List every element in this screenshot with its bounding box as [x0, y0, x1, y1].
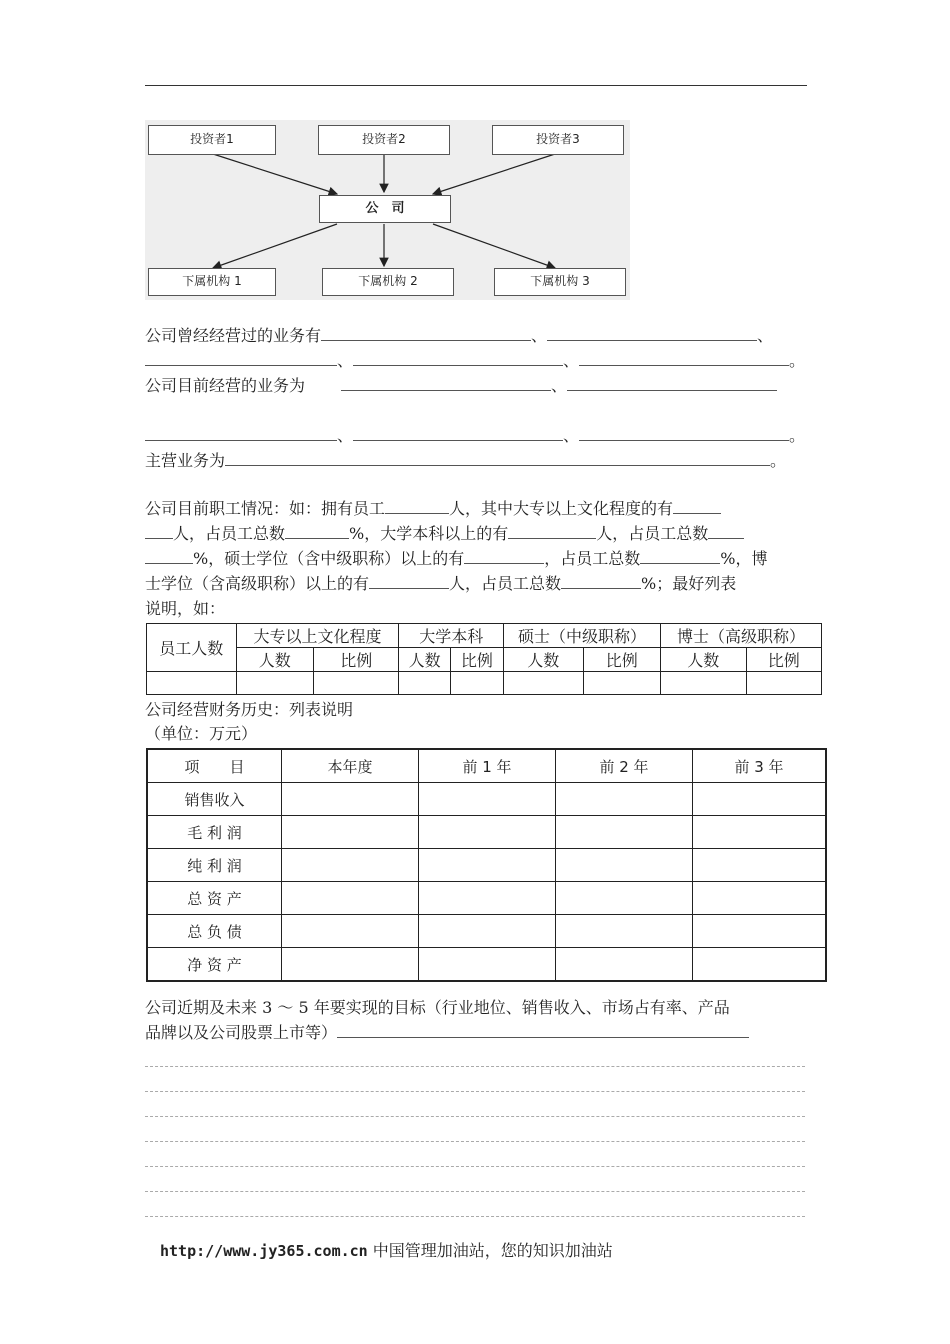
table-cell[interactable]	[282, 915, 419, 948]
table-cell[interactable]	[556, 915, 693, 948]
row-label-total-assets: 总 资 产	[147, 882, 282, 915]
table-cell[interactable]	[282, 882, 419, 915]
table-row	[147, 882, 826, 915]
table-cell[interactable]	[556, 948, 693, 982]
investor-box-3: 投资者3	[492, 125, 624, 155]
company-box: 公 司	[319, 195, 451, 223]
table-cell[interactable]	[419, 882, 556, 915]
past-business-blank-1[interactable]	[321, 324, 531, 341]
answer-line[interactable]	[145, 1166, 805, 1167]
investor-box-2: 投资者2	[318, 125, 450, 155]
staff-college-pct-blank[interactable]	[285, 522, 349, 539]
subsidiary-box-1: 下属机构 1	[148, 268, 276, 296]
college-count-header: 人数	[236, 648, 313, 672]
staff-line-1: 公司目前职工情况：如：拥有员工 人，其中大专以上文化程度的有	[145, 497, 810, 521]
table-row	[147, 816, 826, 849]
staff-table	[146, 623, 822, 695]
row-label-net-profit: 纯 利 润	[147, 849, 282, 882]
table-cell[interactable]	[693, 882, 827, 915]
current-business-blank-2[interactable]	[567, 374, 777, 391]
current-year-header: 本年度	[282, 749, 419, 783]
finance-header-row	[147, 749, 826, 783]
finance-unit: （单位：万元）	[145, 724, 258, 743]
goals-line-2: 品牌以及公司股票上市等）	[145, 1021, 810, 1045]
table-cell[interactable]	[693, 849, 827, 882]
doctor-header: 博士（高级职称）	[661, 624, 822, 648]
college-header: 大专以上文化程度	[236, 624, 399, 648]
prev-2-year-header: 前 2 年	[556, 749, 693, 783]
table-cell[interactable]	[556, 882, 693, 915]
answer-line[interactable]	[145, 1091, 805, 1092]
item-header: 项 目	[147, 749, 282, 783]
table-cell[interactable]	[419, 948, 556, 982]
goals-line-1: 公司近期及未来 3 ～ 5 年要实现的目标（行业地位、销售收入、市场占有率、产品	[145, 998, 730, 1017]
finance-table	[146, 748, 827, 982]
answer-line[interactable]	[145, 1116, 805, 1117]
investor-box-1: 投资者1	[148, 125, 276, 155]
current-business-line-2: 、 、 。	[145, 424, 810, 448]
staff-doctor-blank[interactable]	[369, 572, 449, 589]
staff-bachelor-pct-blank-a[interactable]	[708, 522, 744, 539]
college-ratio-header: 比例	[313, 648, 399, 672]
current-business-blank-3[interactable]	[145, 424, 337, 441]
table-cell[interactable]	[693, 783, 827, 816]
answer-line[interactable]	[145, 1216, 805, 1217]
table-cell[interactable]	[419, 849, 556, 882]
goals-blank[interactable]	[337, 1021, 749, 1038]
past-business-line-2: 、 、 。	[145, 349, 810, 373]
master-header: 硕士（中级职称）	[504, 624, 661, 648]
finance-title: 公司经营财务历史：列表说明	[145, 700, 354, 719]
table-cell[interactable]	[693, 948, 827, 982]
table-cell[interactable]	[746, 672, 822, 695]
staff-line-3: %，硕士学位（含中级职称）以上的有 ，占员工总数 %，博	[145, 547, 810, 571]
staff-line-5: 说明，如：	[145, 599, 226, 618]
bachelor-ratio-header: 比例	[450, 648, 503, 672]
staff-table-input-row	[147, 672, 822, 695]
table-cell[interactable]	[282, 849, 419, 882]
bachelor-header: 大学本科	[399, 624, 504, 648]
doctor-ratio-header: 比例	[746, 648, 822, 672]
table-cell[interactable]	[419, 816, 556, 849]
footer-slogan: 中国管理加油站，您的知识加油站	[367, 1241, 613, 1260]
answer-line[interactable]	[145, 1141, 805, 1142]
table-cell[interactable]	[583, 672, 660, 695]
table-row	[147, 849, 826, 882]
current-business-blank-4[interactable]	[353, 424, 563, 441]
table-cell[interactable]	[282, 816, 419, 849]
footer	[160, 1238, 613, 1261]
staff-bachelor-pct-blank-b[interactable]	[145, 547, 193, 564]
staff-doctor-pct-blank[interactable]	[561, 572, 641, 589]
current-business-line: 公司目前经营的业务为 、	[145, 374, 810, 398]
table-cell[interactable]	[556, 849, 693, 882]
table-cell[interactable]	[693, 816, 827, 849]
table-row	[147, 948, 826, 982]
header-rule	[145, 85, 807, 86]
subsidiary-box-2: 下属机构 2	[322, 268, 454, 296]
staff-total-blank[interactable]	[385, 497, 449, 514]
table-cell[interactable]	[661, 672, 747, 695]
main-business-line: 主营业务为 。	[145, 451, 787, 470]
prev-1-year-header: 前 1 年	[419, 749, 556, 783]
table-cell[interactable]	[399, 672, 450, 695]
staff-college-blank-b[interactable]	[145, 522, 173, 539]
row-label-net-assets: 净 资 产	[147, 948, 282, 982]
staff-line-2: 人，占员工总数 %，大学本科以上的有 人，占员工总数	[145, 522, 810, 546]
master-count-header: 人数	[504, 648, 583, 672]
master-ratio-header: 比例	[583, 648, 660, 672]
past-business-blank-2[interactable]	[547, 324, 757, 341]
past-business-line: 公司曾经经营过的业务有 、 、	[145, 326, 774, 345]
table-cell[interactable]	[450, 672, 503, 695]
ownership-diagram	[145, 120, 630, 300]
staff-college-blank-a[interactable]	[673, 497, 721, 514]
staff-master-pct-blank[interactable]	[640, 547, 720, 564]
staff-bachelor-blank[interactable]	[508, 522, 596, 539]
current-business-blank-5[interactable]	[579, 424, 789, 441]
staff-line-4: 士学位（含高级职称）以上的有 人，占员工总数 %；最好列表	[145, 574, 737, 593]
row-label-gross-profit: 毛 利 润	[147, 816, 282, 849]
table-cell[interactable]	[504, 672, 583, 695]
table-cell[interactable]	[419, 915, 556, 948]
bachelor-count-header: 人数	[399, 648, 450, 672]
past-business-blank-5[interactable]	[579, 349, 789, 366]
table-cell[interactable]	[556, 783, 693, 816]
past-business-blank-4[interactable]	[353, 349, 563, 366]
table-cell[interactable]	[236, 672, 313, 695]
table-cell[interactable]	[282, 948, 419, 982]
row-label-total-liabilities: 总 负 债	[147, 915, 282, 948]
staff-count-header: 员工人数	[147, 624, 237, 672]
answer-line[interactable]	[145, 1191, 805, 1192]
table-cell[interactable]	[419, 783, 556, 816]
footer-url[interactable]: http://www.jy365.com.cn	[160, 1242, 368, 1260]
doctor-count-header: 人数	[661, 648, 747, 672]
answer-line[interactable]	[145, 1066, 805, 1067]
prev-3-year-header: 前 3 年	[693, 749, 827, 783]
current-business-blank-1[interactable]	[341, 374, 551, 391]
row-label-sales: 销售收入	[147, 783, 282, 816]
table-cell[interactable]	[556, 816, 693, 849]
table-cell[interactable]	[282, 783, 419, 816]
table-row	[147, 915, 826, 948]
subsidiary-box-3: 下属机构 3	[494, 268, 626, 296]
table-cell[interactable]	[147, 672, 237, 695]
staff-master-blank[interactable]	[464, 547, 544, 564]
table-row	[147, 783, 826, 816]
past-business-blank-3[interactable]	[145, 349, 337, 366]
table-cell[interactable]	[313, 672, 399, 695]
main-business-blank[interactable]	[225, 449, 770, 466]
table-cell[interactable]	[693, 915, 827, 948]
